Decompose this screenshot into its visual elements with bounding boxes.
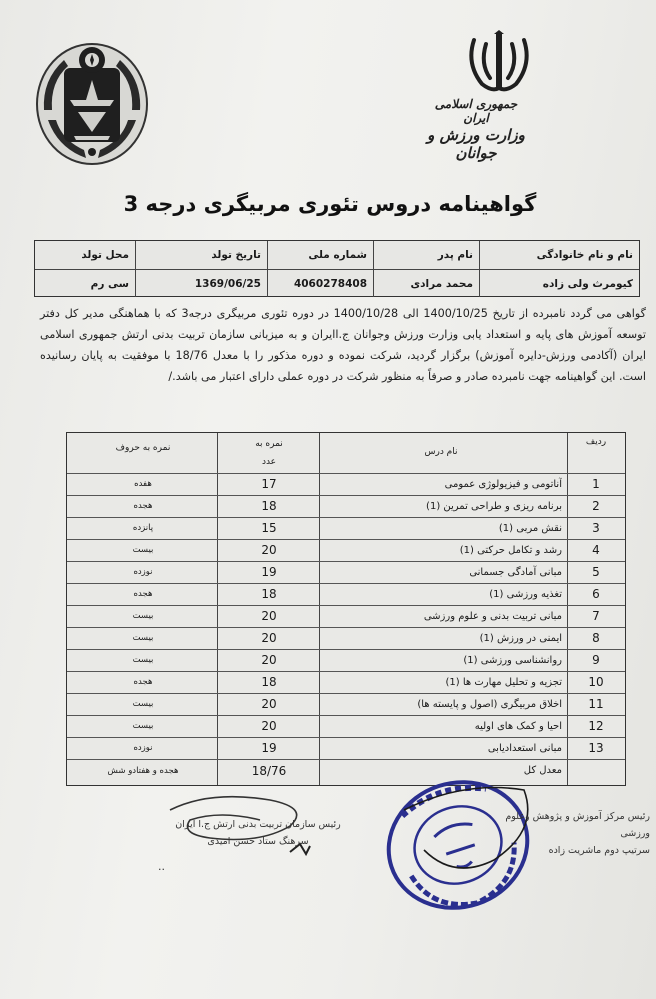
course-name: احیا و کمک های اولیه	[474, 721, 562, 732]
course-name: تغذیه ورزشی (1)	[489, 589, 562, 600]
row-number: 2	[592, 499, 600, 513]
score-words: هجده	[133, 501, 153, 511]
table-row	[67, 605, 625, 627]
table-row	[67, 693, 625, 715]
course-name: رشد و تکامل حرکتی (1)	[459, 545, 562, 556]
row-number: 11	[588, 697, 604, 711]
course-name: برنامه ریزی و طراحی تمرین (1)	[426, 501, 562, 512]
score-number: 17	[261, 477, 277, 491]
average-label: معدل کل	[523, 765, 562, 776]
score-words: نوزده	[133, 743, 153, 753]
score-words: نوزده	[133, 567, 153, 577]
score-number: 18	[261, 499, 277, 513]
row-number: 10	[588, 675, 604, 689]
right-signature-block	[480, 808, 650, 859]
table-row	[67, 671, 625, 693]
score-number: 20	[261, 697, 277, 711]
table-row	[67, 495, 625, 517]
iran-emblem-icon	[466, 30, 532, 96]
average-score: 18/76	[251, 764, 287, 778]
row-number: 9	[592, 653, 600, 667]
header-course-name: نام درس	[424, 447, 458, 457]
row-number: 13	[588, 741, 604, 755]
course-name: روانشناسی ورزشی (1)	[463, 655, 562, 666]
value-birth-date: 1369/06/25	[135, 269, 267, 297]
label-national-id: شماره ملی	[267, 241, 373, 269]
course-name: مبانی استعدادیابی	[487, 743, 562, 754]
table-row	[67, 539, 625, 561]
header-row-number: ردیف	[585, 437, 607, 447]
value-father-name: محمد مرادی	[373, 269, 479, 297]
certificate-title: گواهینامه دروس تئوری مربیگری درجه 3	[123, 192, 537, 216]
score-number: 20	[261, 609, 277, 623]
row-number: 6	[592, 587, 600, 601]
row-number: 1	[592, 477, 600, 491]
row-number: 4	[592, 543, 600, 557]
certificate-body-text: گواهی می گردد نامبرده از تاریخ 1400/10/25 الی 1400/10/28 در دوره تئوری مربیگری درجه3 که با هماهنگی مدیر کل دفتر توسعه آموزش های پایه و استعداد یابی وزارت ورزش وجوانان ج.اایران و به میزبانی سازمان تربیت بدنی ارتش جمهوری اسلامی ایران (آکادمی ورزش-دایره آموزش) برگزار گردید، شرکت نموده و دوره مذکور را با معدل 18/76 با موفقیت به پایان رسانیده است. این گواهینامه جهت نامبرده صادر و صرفاً به منظور شرکت در دوره عملی دارای اعتبار می باشد./	[40, 307, 646, 383]
label-birth-date: تاریخ تولد	[135, 241, 267, 269]
course-name: اخلاق مربیگری (اصول و پایسته ها)	[417, 699, 562, 710]
right-signature-name: سرتیپ دوم ماشریت زاده	[548, 845, 650, 856]
table-row	[67, 473, 625, 495]
score-words: هفده	[134, 479, 152, 489]
score-number: 20	[261, 653, 277, 667]
signature-dots: ..	[158, 860, 165, 873]
label-father-name: نام پدر	[373, 241, 479, 269]
label-full-name: نام و نام خانوادگی	[479, 241, 639, 269]
table-row	[67, 715, 625, 737]
table-header-row	[67, 433, 625, 473]
header-score-number-1: نمره به	[255, 439, 283, 449]
course-name: تجزیه و تحلیل مهارت ها (1)	[445, 677, 562, 688]
header-score-number-2: عدد	[261, 457, 277, 467]
score-words: بیست	[132, 699, 154, 709]
personal-info-table	[34, 240, 640, 297]
value-full-name: کیومرث ولی زاده	[479, 269, 639, 297]
score-words: بیست	[132, 655, 154, 665]
right-signature-title: رئیس مرکز آموزش و پژوهش وعلوم ورزشی	[505, 811, 650, 839]
row-number: 7	[592, 609, 600, 623]
score-words: بیست	[132, 721, 154, 731]
table-row	[67, 583, 625, 605]
header-ministry: وزارت ورزش و جوانان	[427, 126, 525, 162]
score-words: هجده	[133, 589, 153, 599]
course-name: آناتومی و فیزیولوژی عمومی	[444, 479, 562, 490]
course-name: مبانی آمادگی جسمانی	[469, 567, 562, 578]
left-signature-name: سرهنگ ستاد حسن امیدی	[207, 836, 309, 847]
header-score-words: نمره به حروف	[115, 443, 171, 453]
average-words: هجده و هفتادو شش	[107, 766, 179, 776]
score-number: 18	[261, 675, 277, 689]
table-row	[67, 627, 625, 649]
row-number: 8	[592, 631, 600, 645]
course-name: نقش مربی (1)	[498, 523, 562, 534]
grades-table	[66, 432, 626, 786]
score-number: 15	[261, 521, 277, 535]
score-words: بیست	[132, 545, 154, 555]
table-row	[67, 517, 625, 539]
left-signature-block	[160, 816, 356, 850]
value-national-id: 4060278408	[267, 269, 373, 297]
row-number: 5	[592, 565, 600, 579]
score-number: 20	[261, 631, 277, 645]
value-birth-place: سی رم	[35, 269, 135, 297]
army-emblem-icon	[34, 40, 150, 168]
score-number: 19	[261, 741, 277, 755]
table-row	[67, 649, 625, 671]
table-row	[67, 737, 625, 759]
score-words: هجده	[133, 677, 153, 687]
row-number: 12	[588, 719, 604, 733]
row-number: 3	[592, 521, 600, 535]
course-name: مبانی تربیت بدنی و علوم ورزشی	[423, 611, 562, 622]
score-words: بیست	[132, 611, 154, 621]
score-number: 18	[261, 587, 277, 601]
score-words: پانزده	[132, 523, 154, 533]
left-signature-title: رئیس سازمان تربیت بدنی ارتش ج.ا ایران	[175, 819, 341, 830]
score-number: 20	[261, 543, 277, 557]
course-name: ایمنی در ورزش (1)	[479, 633, 562, 644]
score-number: 19	[261, 565, 277, 579]
label-birth-place: محل تولد	[81, 249, 129, 261]
score-words: بیست	[132, 633, 154, 643]
score-number: 20	[261, 719, 277, 733]
header-country: جمهوری اسلامی ایران	[434, 97, 518, 125]
table-row	[67, 561, 625, 583]
